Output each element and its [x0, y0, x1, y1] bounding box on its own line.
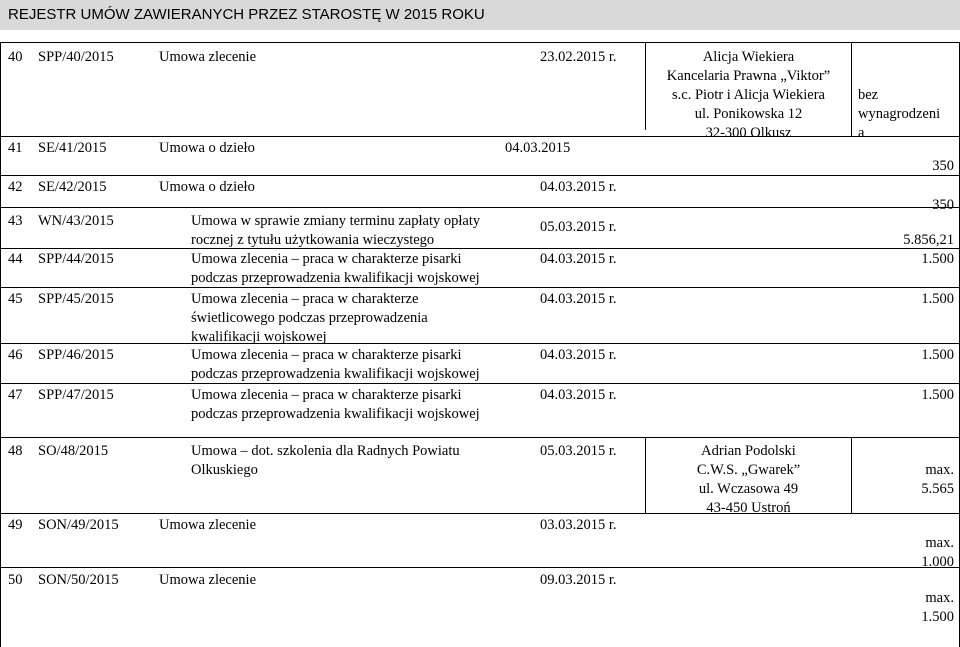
amount: 5.856,21 — [903, 232, 954, 248]
contract-type-line: kwalifikacji wojskowej — [191, 329, 327, 345]
contract-type-line: podczas przeprowadzenia kwalifikacji wojskowej — [191, 270, 480, 286]
row-number: 43 — [8, 213, 23, 229]
row-number: 46 — [8, 347, 23, 363]
amount: 350 — [932, 158, 954, 174]
contract-type: Umowa o dzieło — [159, 179, 255, 195]
contract-type: Umowa zlecenie — [159, 572, 257, 588]
row-divider — [0, 343, 960, 344]
row-number: 48 — [8, 443, 23, 459]
amount: 1.500 — [921, 387, 954, 403]
amount-line: 1.000 — [921, 554, 954, 570]
row-divider — [0, 248, 960, 249]
contract-type-line: podczas przeprowadzenia kwalifikacji wojskowej — [191, 366, 480, 382]
contract-type-line: Umowa zlecenia – praca w charakterze pisarki — [191, 347, 462, 363]
contract-type-line: Umowa zlecenia – praca w charakterze pisarki — [191, 251, 462, 267]
contract-date: 04.03.2015 r. — [540, 347, 617, 363]
contract-type-line: Umowa zlecenia – praca w charakterze pisarki — [191, 387, 462, 403]
amount: 1.500 — [921, 251, 954, 267]
row-divider — [0, 175, 960, 176]
amount-line: max. — [925, 462, 954, 478]
row-number: 44 — [8, 251, 23, 267]
row-divider — [0, 383, 960, 384]
amount: 1.500 — [921, 347, 954, 363]
contract-type: Umowa zlecenie — [159, 49, 257, 65]
contract-date: 04.03.2015 r. — [540, 179, 617, 195]
contract-date: 03.03.2015 r. — [540, 517, 617, 533]
row-divider — [0, 437, 960, 438]
amount-line: 1.500 — [921, 609, 954, 625]
amount-line: wynagrodzeni — [858, 106, 941, 122]
row-number: 47 — [8, 387, 23, 403]
row-divider — [0, 287, 960, 288]
row-divider — [0, 207, 960, 208]
contract-type-line: rocznej z tytułu użytkowania wieczystego — [191, 232, 435, 248]
contract-type-line: Umowa w sprawie zmiany terminu zapłaty opłaty — [191, 213, 481, 229]
contract-type-line: Umowa – dot. szkolenia dla Radnych Powiatu — [191, 443, 460, 459]
contract-ref: SPP/44/2015 — [38, 251, 114, 267]
contract-date: 04.03.2015 r. — [540, 251, 617, 267]
amount: 350 — [932, 197, 954, 213]
contract-type-line: podczas przeprowadzenia kwalifikacji wojskowej — [191, 406, 480, 422]
contract-date: 04.03.2015 r. — [540, 291, 617, 307]
row-divider — [0, 567, 960, 568]
column-divider — [851, 42, 852, 136]
register-title: REJESTR UMÓW ZAWIERANYCH PRZEZ STAROSTĘ W 2015 ROKU — [0, 0, 960, 30]
contract-type-line: świetlicowego podczas przeprowadzenia — [191, 310, 428, 326]
contract-ref: SPP/46/2015 — [38, 347, 114, 363]
contractor-line: 32-300 Olkusz — [705, 125, 792, 141]
contract-ref: SPP/47/2015 — [38, 387, 114, 403]
contractor-line: ul. Ponikowska 12 — [694, 106, 803, 122]
contractor-line: Kancelaria Prawna „Viktor” — [666, 68, 831, 84]
contractor-line: C.W.S. „Gwarek” — [696, 462, 801, 478]
contract-date: 04.03.2015 r. — [540, 387, 617, 403]
contract-date: 05.03.2015 r. — [540, 443, 617, 459]
amount-line: a — [858, 125, 865, 141]
amount-line: max. — [925, 535, 954, 551]
contract-type: Umowa o dzieło — [159, 140, 255, 156]
contract-ref: SPP/45/2015 — [38, 291, 114, 307]
amount-line: max. — [925, 590, 954, 606]
contract-ref: SON/50/2015 — [38, 572, 119, 588]
contractor-line: 43-450 Ustroń — [706, 500, 791, 516]
contract-date: 09.03.2015 r. — [540, 572, 617, 588]
contract-type-line: Umowa zlecenia – praca w charakterze — [191, 291, 419, 307]
contract-date: 05.03.2015 r. — [540, 219, 617, 235]
amount: 1.500 — [921, 291, 954, 307]
row-number: 42 — [8, 179, 23, 195]
row-number: 41 — [8, 140, 23, 156]
amount-line: bez — [858, 87, 879, 103]
contract-ref: SE/42/2015 — [38, 179, 107, 195]
contract-ref: SO/48/2015 — [38, 443, 109, 459]
amount-line: 5.565 — [921, 481, 954, 497]
contract-ref: WN/43/2015 — [38, 213, 114, 229]
contract-type-line: Olkuskiego — [191, 462, 258, 478]
contract-date: 23.02.2015 r. — [540, 49, 617, 65]
contract-ref: SE/41/2015 — [38, 140, 107, 156]
contractor-line: ul. Wczasowa 49 — [698, 481, 799, 497]
row-number: 45 — [8, 291, 23, 307]
contract-ref: SPP/40/2015 — [38, 49, 114, 65]
contractor-line: s.c. Piotr i Alicja Wiekiera — [672, 87, 825, 103]
row-number: 40 — [8, 49, 23, 65]
contract-date: 04.03.2015 — [505, 140, 571, 156]
contractor-line: Adrian Podolski — [701, 443, 796, 459]
contract-type: Umowa zlecenie — [159, 517, 257, 533]
row-number: 50 — [8, 572, 23, 588]
contractor-line: Alicja Wiekiera — [702, 49, 795, 65]
row-number: 49 — [8, 517, 23, 533]
contract-ref: SON/49/2015 — [38, 517, 119, 533]
